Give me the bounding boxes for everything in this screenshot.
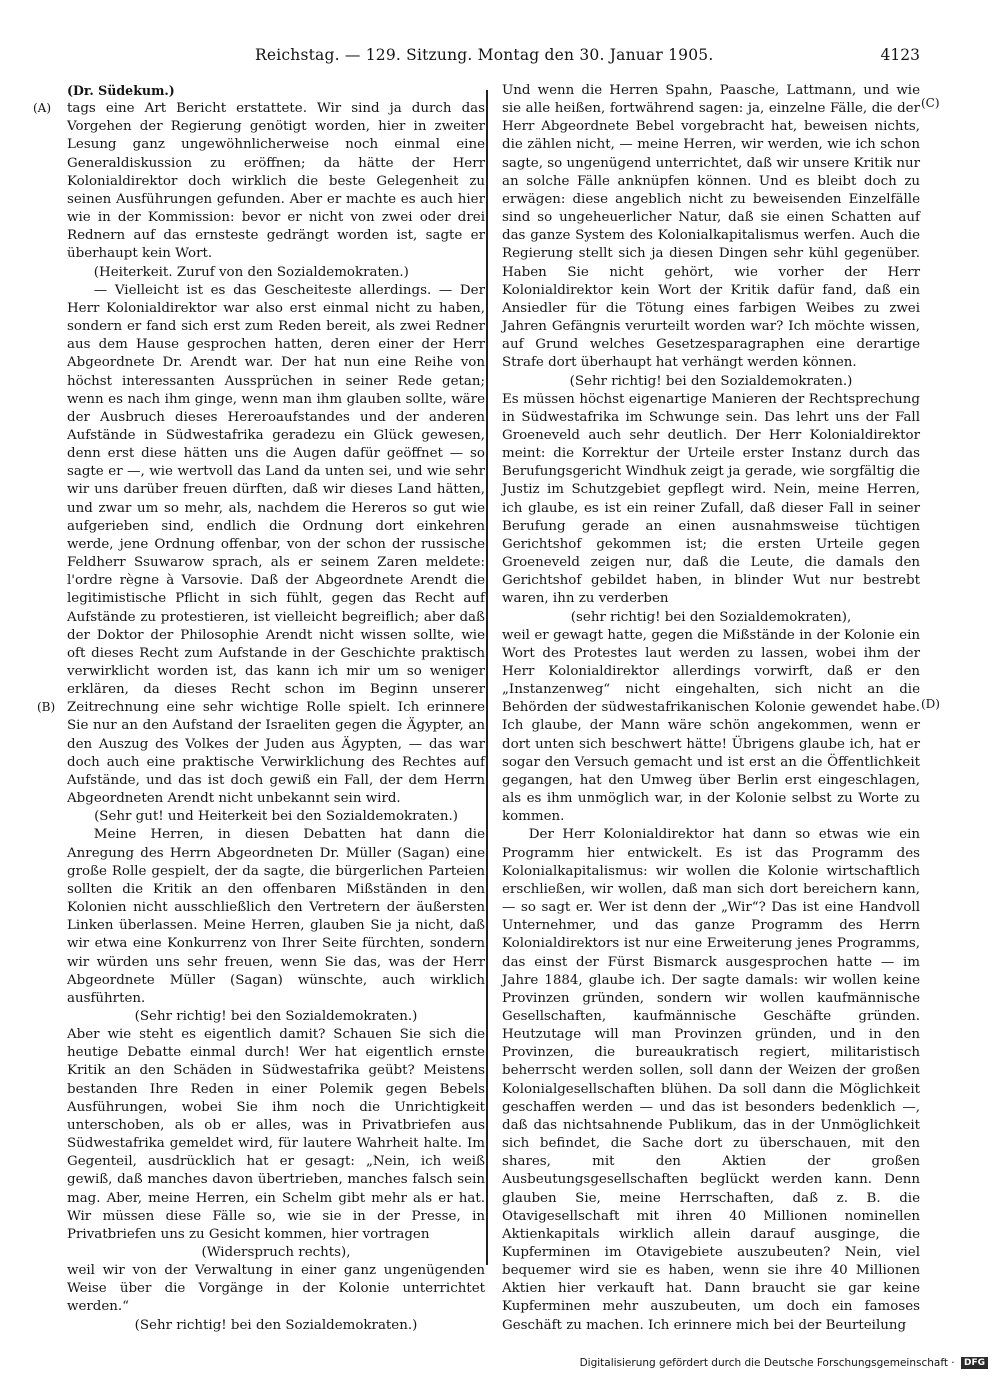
margin-mark-b: (B): [37, 700, 56, 714]
left-column: [67, 82, 485, 1335]
right-column: [502, 82, 920, 1335]
paragraph: Aber wie steht es eigentlich damit? Schauen Sie sich die heutige Debatte einmal durch! Wer hat eigentlich ernste Kritik an den Schäden in Südwestafrika geübt? Meistens bestanden Ihre Reden in einer Polemik gegen Bebels Ausführungen, wobei Sie ihm noch die Unrichtigkeit unterschoben, als ob er alles, was in Privatbriefen aus Südwestafrika gemeldet wird, für lautere Wahrheit halte. Im Gegenteil, ausdrücklich hat er gesagt: „Nein, ich weiß gewiß, daß manches davon übertrieben, manches falsch sein mag. Aber, meine Herren, ein Schelm gibt mehr als er hat. Wir müssen diese Fälle so, wie sie in der Presse, in Privatbriefen uns zu Gesicht kommen, hier vortragen: [67, 1027, 485, 1242]
margin-mark-a: (A): [33, 101, 52, 115]
credit-text: Digitalisierung gefördert durch die Deutsche Forschungsgemeinschaft ·: [579, 1357, 955, 1369]
paragraph: — Vielleicht ist es das Gescheiteste allerdings. — Der Herr Kolonialdirektor war also erst einmal nicht zu haben, sondern er fand sich erst zum Reden bereit, als zwei Redner aus dem Hause gesprochen hatten, deren einer der Herr Abgeordnete Dr. Arendt war. Der hat nun eine Reihe von höchst interessanten Aussprüchen in seiner Rede getan; wenn es nach ihm ginge, wenn man ihm glauben sollte, wäre der Ausbruch dieses Hereroaufstandes und der anderen Aufstände in Südwestafrika geradezu ein Glück gewesen, denn erst diese hätten uns die Augen dafür geöffnet — so sagte er —, wie wertvoll das Land da unten sei, und wie sehr wir uns darüber freuen dürften, daß wir dieses Land hätten, und zwar um so mehr, als, nachdem die Hereros so gut wie aufgerieben sind, endlich die Ordnung dort einkehren werde, jene Ordnung offenbar, von der schon der russische Feldherr Ssuwarow sprach, als er seinem Zaren meldete: l'ordre règne à Varsovie. Daß der Abgeordnete Arendt die legitimistische Pflicht in sich fühlt, gegen das Recht auf Aufstände zu protestieren, ist vielleicht begreiflich; aber daß der Doktor der Philosophie Arendt nicht wissen sollte, wie oft dieses Recht zum Aufstande in der Geschichte praktisch verwirklicht worden ist, das kann ich mir um so weniger erklären, da dieses Recht schon im Beginn unserer Zeitrechnung eine sehr wichtige Rolle spielt. Ich erinnere Sie nur an den Aufstand der Israeliten gegen die Ägypter, an den Auszug des Volkes der Juden aus Ägypten, — das war doch auch eine praktische Verwirklichung des Rechtes auf Aufstände, und das ist doch gewiß ein Fall, der dem Herrn Abgeordneten Arendt nicht unbekannt sein wird.: [67, 282, 485, 807]
interjection: (Heiterkeit. Zuruf von den Sozialdemokraten.): [93, 264, 409, 280]
margin-mark-c: (C): [921, 96, 940, 110]
interjection: (sehr richtig! bei den Sozialdemokraten),: [570, 609, 852, 625]
interjection: (Sehr richtig! bei den Sozialdemokraten.): [134, 1008, 418, 1024]
margin-mark-d: (D): [921, 697, 940, 711]
page-number: 4123: [880, 46, 920, 64]
dfg-logo: DFG: [961, 1357, 988, 1369]
interjection: (Sehr richtig! bei den Sozialdemokraten.): [134, 1317, 418, 1333]
digitization-credit: [580, 1357, 988, 1369]
interjection: (Sehr gut! und Heiterkeit bei den Sozialdemokraten.): [94, 809, 458, 825]
paragraph: weil wir von der Verwaltung in einer ganz ungenügenden Weise über die Vorgänge in der Kolonie unterrichtet werden.“: [67, 1263, 485, 1315]
paragraph: weil er gewagt hatte, gegen die Mißstände in der Kolonie ein Wort des Protestes laut werden zu lassen, wobei ihm der Herr Kolonialdirektor allerdings vorwirft, daß er den „Instanzenweg“ nicht eingehalten, sich nicht an die Behörden der südwestafrikanischen Kolonie gewendet habe. Ich glaube, der Mann wäre schön angekommen, wenn er dort unten sich beschwert hätte! Übrigens glaube ich, hat er sogar den Versuch gemacht und ist erst an die Öffentlichkeit gegangen, hat den Umweg über Berlin erst eingeschlagen, als es ihm unmöglich war, in der Kolonie selbst zu Worte zu kommen.: [502, 627, 920, 825]
running-title: Reichstag. — 129. Sitzung. Montag den 30. Januar 1905.: [255, 46, 714, 64]
speaker-label: (Dr. Südekum.): [67, 83, 175, 98]
paragraph: Meine Herren, in diesen Debatten hat dann die Anregung des Herrn Abgeordneten Dr. Müller (Sagan) eine große Rolle gespielt, der da sagte, die bürgerlichen Parteien sollten die Kritik an den offenbaren Mißständen in den Kolonien nicht ausschließlich den Vertretern der äußersten Linken überlassen. Meine Herren, glauben Sie ja nicht, daß wir etwa eine Konkurrenz von Ihrer Seite fürchten, sondern wir würden uns sehr freuen, wenn Sie das, was der Herr Abgeordnete Müller (Sagan) wünschte, auch wirklich ausführten.: [67, 827, 485, 1006]
page-header: [60, 46, 920, 68]
interjection: (Sehr richtig! bei den Sozialdemokraten.): [569, 373, 853, 389]
column-divider: [486, 90, 488, 1265]
interjection: (Widerspruch rechts),: [201, 1245, 351, 1260]
paragraph: Der Herr Kolonialdirektor hat dann so etwas wie ein Programm hier entwickelt. Es ist das Programm des Kolonialkapitalismus: wir wollen die Kolonie wirtschaftlich erschließen, wir wollen, daß man sich dort bereichern kann, — so sagt er. Wer ist denn der „Wir“? Das ist eine Handvoll Unternehmer, und das ganze Programm des Herrn Kolonialdirektors ist nur eine Erweiterung jenes Programms, das einst der Fürst Bismarck ausgesprochen hatte — im Jahre 1884, glaube ich. Der sagte damals: wir wollen keine Provinzen gründen, sondern wir wollen kaufmännische Gesellschaften, kaufmännische Geschäfte gründen. Heutzutage will man Provinzen gründen, und in den Provinzen, die bureaukratisch regiert, militaristisch beherrscht werden sollen, soll dann der Weizen der großen Kolonialgesellschaften blühen. Da soll dann die Möglichkeit geschaffen werden — und das ist besonders bedenklich —, daß das nichtsahnende Publikum, das in der Unmöglichkeit sich befindet, die Sache dort zu überschauen, mit den shares, mit den Aktien der großen Ausbeutungsgesellschaften beglückt werden kann. Denn glauben Sie, meine Herrschaften, daß z. B. die Otavigesellschaft mit ihren 40 Millionen nominellen Aktienkapitals wirklich allein darauf ausginge, die Kupferminen im Otavigebiete auszubeuten? Nein, viel bequemer wird sie es haben, wenn sie ihre 40 Millionen Aktien hier verkauft hat. Dann braucht sie gar keine Kupferminen mehr auszubeuten, um doch ein famoses Geschäft zu machen. Ich erinnere mich bei der Beurteilung: [502, 827, 920, 1333]
paragraph: Es müssen höchst eigenartige Manieren der Rechtsprechung in Südwestafrika im Schwunge sein. Das lehrt uns der Fall Groeneveld auch sehr deutlich. Der Herr Kolonialdirektor meint: die Korrektur der Urteile erster Instanz durch das Berufungsgericht Windhuk zeigt ja gerade, wie sorgfältig die Justiz im Schutzgebiet gepflegt wird. Nein, meine Herren, ich glaube, es ist ein reiner Zufall, daß dieser Fall in seiner Berufung gerade an einen ausnahmsweise tüchtigen Gerichtshof gekommen ist; die ersten Urteile gegen Groeneveld zeigen nur, daß die Leute, die damals den Gerichtshof gebildet haben, in blinder Wut nur bestrebt waren, ihn zu verderben: [502, 391, 920, 607]
paragraph: tags eine Art Bericht erstattete. Wir sind ja durch das Vorgehen der Regierung genötigt worden, hier in zweiter Lesung ganz ungewöhnlicherweise noch einmal eine Generaldiskussion zu eröffnen; da hätte der Herr Kolonialdirektor doch wirklich die beste Gelegenheit zu seinen Ausführungen gefunden. Aber er machte es auch hier wie in der Kommission: bevor er nicht von zwei oder drei Rednern auf das ernsteste gedrängt worden ist, sagte er überhaupt kein Wort.: [67, 101, 485, 262]
paragraph: Und wenn die Herren Spahn, Paasche, Lattmann, und wie sie alle heißen, fortwährend sagen: ja, einzelne Fälle, die der Herr Abgeordnete Bebel vorgebracht hat, beweisen nichts, die zählen nicht, — meine Herren, wir werden, wie ich schon sagte, so ungenügend unterrichtet, daß wir unsere Kritik nur an solche Fälle anknüpfen können. Und es bleibt doch zu erwägen: diese angeblich nicht zu beweisenden Einzelfälle sind so ungeheuerlicher Natur, daß sie einen Schatten auf das ganze System des Kolonialkapitalismus werfen. Auch die Regierung stellt sich ja diesen Dingen sehr kühl gegenüber. Haben Sie nicht gehört, wie vorher der Herr Kolonialdirektor kein Wort der Kritik dafür fand, daß ein Ansiedler für die Tötung eines farbigen Weibes zu zwei Jahren Gefängnis verurteilt worden war? Ich möchte wissen, auf Grund welches Gesetzesparagraphen eine derartige Strafe dort überhaupt hat verhängt werden können.: [502, 83, 920, 371]
